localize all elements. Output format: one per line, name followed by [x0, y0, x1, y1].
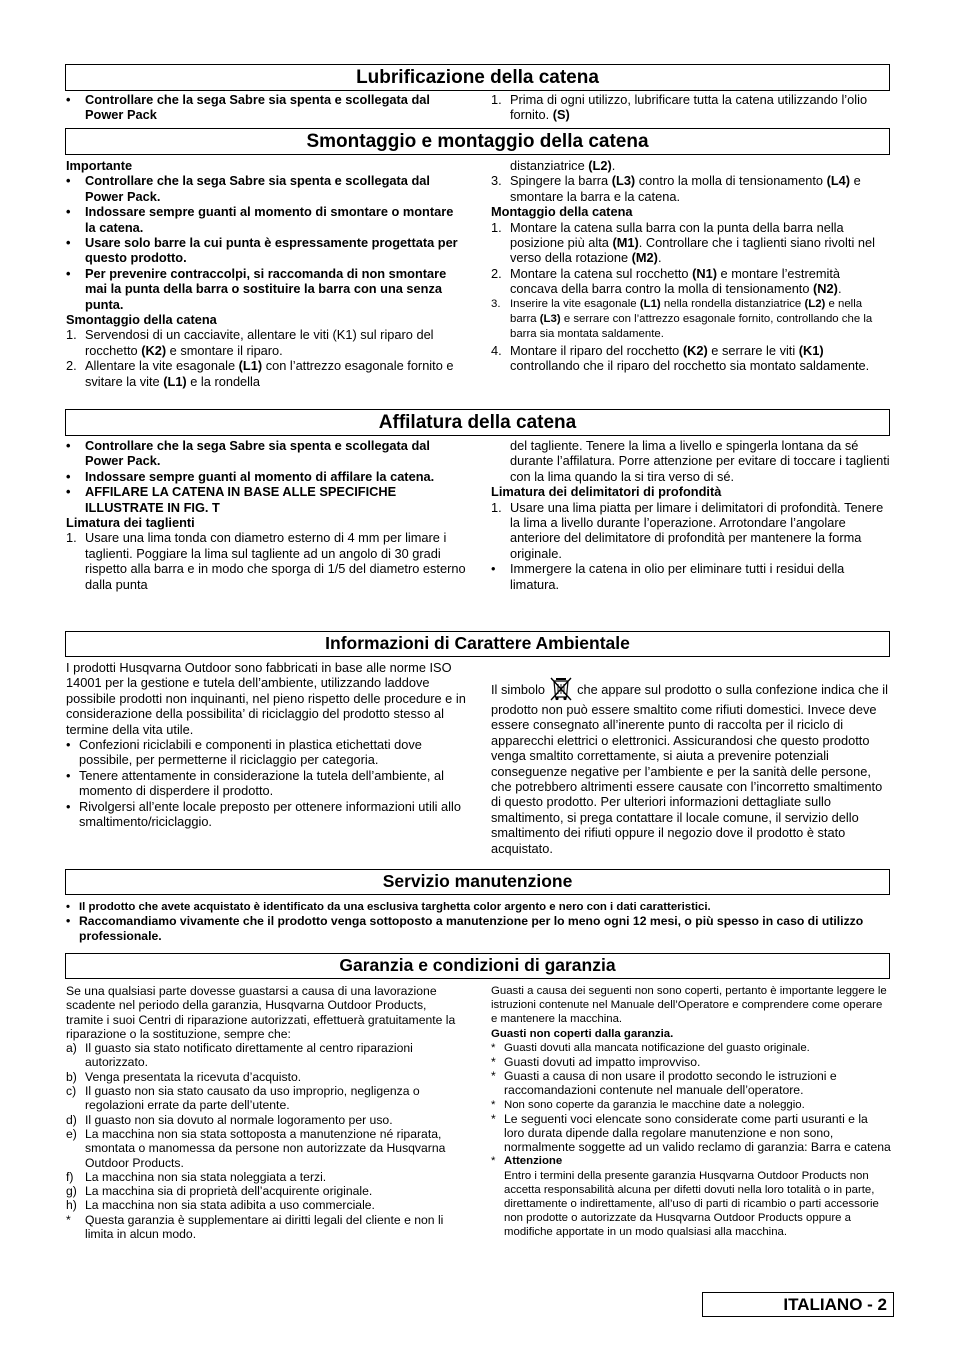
continued-text: distanziatrice (L2).: [510, 158, 616, 173]
list-item: • Immergere la catena in olio per eliminare tutti i residui della limatura.: [491, 561, 845, 592]
list-item: 1. Montare la catena sulla barra con la punta della barra nella posizione più alta (M1). Controllare che i taglienti siano rivolti nel verso della rotazione (M2).: [491, 219, 875, 266]
section-title-lubrification: Lubrificazione della catena: [65, 64, 890, 91]
list-item: • Il prodotto che avete acquistato è identificato da una esclusiva targhetta color argento e nero con i dati caratteristici.: [66, 901, 711, 913]
smont-right: [491, 158, 891, 374]
section-title-warranty: Garanzia e condizioni di garanzia: [65, 953, 890, 979]
warranty-left: [66, 984, 466, 1241]
list-item: • Usare solo barre la cui punta è espressamente progettata per questo prodotto.: [66, 235, 458, 266]
list-item: 2. Allentare la vite esagonale (L1) con l’attrezzo esagonale fornito e svitare la vite (L1) e la rondella: [66, 358, 454, 389]
subheading: Montaggio della catena: [491, 204, 633, 220]
section-title-sharpening: Affilatura della catena: [65, 409, 890, 436]
list-item: * Guasti dovuti alla mancata notificazione del guasto originale.: [491, 1041, 810, 1054]
lub-left: [66, 92, 466, 123]
list-item: d) Il guasto non sia dovuto al normale logoramento per uso.: [66, 1112, 393, 1127]
env-right: [491, 676, 891, 856]
list-item: • Rivolgersi all’ente locale preposto per ottenere informazioni utili allo smaltimento/riciclaggio.: [66, 798, 461, 830]
page-footer-label: ITALIANO - 2: [702, 1292, 894, 1317]
env-left: [66, 660, 466, 829]
section-title-chain-assembly: Smontaggio e montaggio della catena: [65, 128, 890, 155]
subheading: Importante: [66, 158, 133, 173]
list-item: 1. Usare una lima piatta per limare i delimitatori di profondità. Tenere la lima a livello durante l’operazione. Arrotondare l’angolare anteriore del delimitatore di profondità per mantenere la forma originale.: [491, 499, 884, 561]
aff-left: [66, 438, 466, 592]
list-item: * Non sono coperte da garanzia le macchine date a noleggio.: [491, 1098, 805, 1111]
subheading: Guasti non coperti dalla garanzia.: [491, 1027, 674, 1040]
crossed-out-wheelie-bin-icon: [549, 676, 573, 702]
warranty-right: [491, 984, 891, 1240]
subheading: Limatura dei delimitatori di profondità: [491, 484, 722, 500]
smont-left: [66, 158, 466, 389]
list-item: * Guasti dovuti ad impatto improvviso.: [491, 1055, 701, 1070]
list-item: • Confezioni riciclabili e componenti in plastica etichettati dove possibile, per permetterne il riciclaggio per categoria.: [66, 737, 422, 768]
list-item: • Controllare che la sega Sabre sia spenta e scollegata dal Power Pack.: [66, 173, 430, 204]
list-item: b) Venga presentata la ricevuta d’acquisto.: [66, 1069, 302, 1084]
list-item: * Questa garanzia è supplementare ai diritti legali del cliente e non li limita in alcun modo.: [66, 1212, 444, 1242]
list-item: • Indossare sempre guanti al momento di affilare la catena.: [66, 468, 435, 484]
aff-right: [491, 438, 891, 592]
subheading: Smontaggio della catena: [66, 312, 217, 328]
list-item: • Per prevenire contraccolpi, si raccomanda di non smontare mai la punta della barra o sostituire la barra con una senza punta.: [66, 265, 447, 312]
list-item: • Controllare che la sega Sabre sia spenta e scollegata dal Power Pack: [66, 92, 430, 123]
paragraph: Guasti a causa dei seguenti non sono coperti, pertanto è importante leggere le istruzioni contenute nel Manuale dell’Operatore e comprendere come operare e mantenere la macchina.: [491, 985, 887, 1026]
list-item: 3. Inserire la vite esagonale (L1) nella rondella distanziatrice (L2) e nella barra (L3) e serrare con l’attrezzo esagonale fornito, controllando che la barra sia montata saldamente.: [491, 297, 873, 341]
list-item: g) La macchina sia di proprietà dell’acquirente originale.: [66, 1184, 373, 1199]
list-item: 1. Usare una lima tonda con diametro esterno di 4 mm per limare i taglienti. Poggiare la lima sul tagliente ad un angolo di 30 gradi rispetto alla barra e in modo che sporga di 1/5 del diametro esterno dalla punta: [66, 530, 466, 592]
list-item: 1. Servendosi di un cacciavite, allentare le viti (K1) sul riparo del rocchetto (K2) e smontare il riparo.: [66, 327, 434, 358]
list-item: • Controllare che la sega Sabre sia spenta e scollegata dal Power Pack.: [66, 438, 430, 469]
list-item: * Attenzione Entro i termini della presente garanzia Husqvarna Outdoor Products non accetta responsabilità alcuna per difetti dovuti nella loro totalità o in parte, direttamente o indirettamente, all’uso di parti di ricambio o parti accessorie non prodotte o autorizzate da Husqvarna Outdoor Products oppure a modifiche apportate in un modo qualsiasi alla macchina.: [491, 1155, 879, 1239]
list-item: e) La macchina non sia stata sottoposta a manutenzione né riparata, smontata o manomessa da persone non autorizzate da Husqvarna Outdoor Products.: [66, 1126, 446, 1170]
list-item: 4. Montare il riparo del rocchetto (K2) e serrare le viti (K1) controllando che il riparo del rocchetto sia montato saldamente.: [491, 342, 870, 374]
list-item: * Guasti a causa di non usare il prodotto secondo le istruzioni e raccomandazioni contenute nel manuale dell’operatore.: [491, 1069, 837, 1098]
section-title-environment: Informazioni di Carattere Ambientale: [65, 631, 890, 657]
list-item: 3. Spingere la barra (L3) contro la molla di tensionamento (L4) e smontare la barra e la catena.: [491, 173, 861, 204]
list-item: 1. Prima di ogni utilizzo, lubrificare tutta la catena utilizzando l’olio fornito. (S): [491, 92, 868, 123]
list-item: • AFFILARE LA CATENA IN BASE ALLE SPECIFICHE ILLUSTRATE IN FIG. T: [66, 484, 397, 515]
list-item: * Le seguenti voci elencate sono considerate come parti usuranti e la loro durata dipende dalla regolare manutenzione e non sono, normalmente soggette ad un valido reclamo di garanzia: Barra e catena: [491, 1111, 891, 1155]
list-item: • Tenere attentamente in considerazione la tutela dell’ambiente, al momento di disperdere il prodotto.: [66, 767, 444, 799]
paragraph: I prodotti Husqvarna Outdoor sono fabbricati in base alle norme ISO 14001 per la gestione e tutela dell’ambiente, utilizzando laddove possibile prodotti non inquinanti, nel pieno rispetto delle procedure e in considerazione della possibilita’ di riciclaggio del prodotto stesso al termine della vita utile.: [66, 660, 466, 737]
list-item: h) La macchina non sia stata adibita a uso commerciale.: [66, 1198, 375, 1213]
list-item: • Indossare sempre guanti al momento di smontare o montare la catena.: [66, 204, 454, 235]
paragraph: Se una qualsiasi parte dovesse guastarsi a causa di una lavorazione scadente nel periodo della garanzia, Husqvarna Outdoor Products, tramite i suoi Centri di riparazione autorizzati, effettuerà gratuitamente la riparazione o la sostituzione, sempre che:: [66, 984, 456, 1041]
list-item: • Raccomandiamo vivamente che il prodotto venga sottoposto a manutenzione per lo meno ogni 12 mesi, o più spesso in caso di utilizzo professionale.: [66, 914, 864, 944]
subheading: Limatura dei taglienti: [66, 515, 195, 531]
paragraph: Il simbolo che appare sul prodotto o sulla confezione indica che il prodotto non può essere smaltito come rifiuti domestici. Invece deve essere consegnato all’inerente punto di raccolta per il riciclo di apparecchi elettrici o elettronici. Assicurandosi che questo prodotto venga smaltito correttamente, si aiuta a prevenire potenziali conseguenze negative per l’ambiente e per la sanità delle persone, che potrebbero altrimenti essere causate con l’incorretto smaltimento di questo prodotto. Per ulteriori informazioni dettagliate sullo smaltimento, si prega contattare il locale comune, il servizio dello smaltimento dei rifiuti oppure il negozio dove il prodotto è stato acquistato.: [491, 676, 891, 856]
list-item: 2. Montare la catena sul rocchetto (N1) e montare l’estremità concava della barra contro la molla di tensionamento (N2).: [491, 265, 842, 297]
service-list: [66, 900, 876, 944]
list-item: f) La macchina non sia stata noleggiata a terzi.: [66, 1169, 327, 1184]
list-item: c) Il guasto non sia stato causato da uso improprio, negligenza o regolazioni errate da parte dell’utente.: [66, 1084, 420, 1113]
continued-text: del tagliente. Tenere la lima a livello e spingerla lontana da sé durante l’affilatura. Porre attenzione per evitare di toccare i taglienti con la lima quando la si tira verso di sé.: [510, 438, 890, 484]
list-item: a) Il guasto sia stato notificato direttamente al centro riparazioni autorizzato.: [66, 1041, 413, 1070]
section-title-service: Servizio manutenzione: [65, 869, 890, 895]
lub-right: [491, 92, 891, 123]
